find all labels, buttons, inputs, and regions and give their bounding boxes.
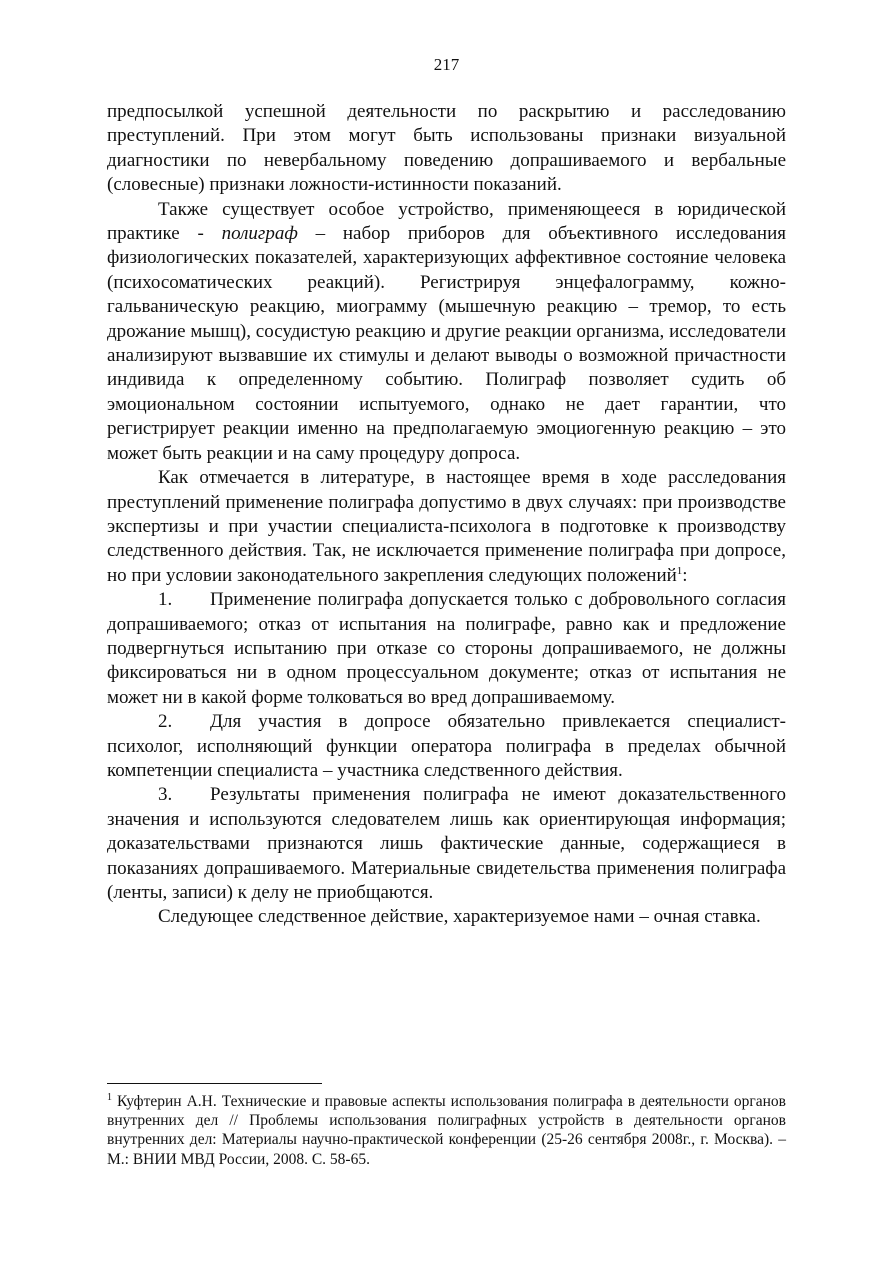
list-item-text: Для участия в допросе обязательно привлекается специалист-психолог, исполняющий функции оператора полиграфа в пределах обычной компетенции специалиста – участника следственного действия. — [107, 711, 786, 781]
list-item-number: 1. — [158, 589, 173, 611]
paragraph-1: предпосылкой успешной деятельности по раскрытию и расследованию преступлений. При этом могут быть использованы признаки визуальной диагностики по невербальному поведению допрашиваемого и вербальные (словесные) признаки ложности-истинности показаний. — [107, 101, 786, 196]
paragraph-2 — [107, 198, 786, 466]
list-item-text: Результаты применения полиграфа не имеют доказательственного значения и используются следователем лишь как ориентирующая информация; доказательствами признаются лишь фактические данные, содержащиеся в показаниях допрашиваемого. Материальные свидетельства применения полиграфа (ленты, записи) к делу не приобщаются. — [107, 784, 786, 903]
paragraph-3-text: Как отмечается в литературе, в настоящее время в ходе расследования преступлений применение полиграфа допустимо в двух случаях: при производстве экспертизы и при участии специалиста-психолога в подготовке к производству следственного действия. Так, не исключается применение полиграфа при допросе, но при условии законодательного закрепления следующих положений — [107, 467, 786, 586]
list-item — [107, 710, 786, 783]
footnote-text: Куфтерин А.Н. Технические и правовые аспекты использования полиграфа в деятельности органов внутренних дел // Проблемы использования полиграфных устройств в деятельности органов внутренних дел: Материалы научно-практической конференции (25-26 сентября 2008г., г. Москва). – М.: ВНИИ МВД России, 2008. С. 58-65. — [107, 1093, 786, 1168]
footnote-marker: 1 — [107, 1092, 112, 1103]
list-item-number: 2. — [158, 711, 173, 733]
paragraph-2-rest: – набор приборов для объективного исследования физиологических показателей, характеризующих аффективное состояние человека (психосоматических реакций). Регистрируя энцефалограмму, кожно-гальваническую реакцию, миограмму (мышечную реакцию – тремор, то есть дрожание мышц), сосудистую реакцию и другие реакции организма, исследователи анализируют вызвавшие их стимулы и делают выводы о возможной причастности индивида к определенному событию. Полиграф позволяет судить об эмоциональном состоянии испытуемого, однако не дает гарантии, что регистрирует реакции именно на предполагаемую эмоциогенную реакцию – это может быть реакции и на саму процедуру допроса. — [107, 223, 786, 464]
paragraph-3 — [107, 466, 786, 588]
paragraph-4: Следующее следственное действие, характеризуемое нами – очная ставка. — [158, 906, 761, 928]
main-text — [107, 100, 786, 930]
page-number: 217 — [433, 55, 460, 74]
list-item-number: 3. — [158, 784, 173, 806]
list-item-text: Применение полиграфа допускается только с добровольного согласия допрашиваемого; отказ от испытания на полиграфе, равно как и предложение подвергнуться испытанию при отказе со стороны допрашиваемого, не должны фиксироваться ни в одном процессуальном документе; отказ от испытания не может ни в какой форме толковаться во вред допрашиваемому. — [107, 589, 786, 708]
list-item — [107, 588, 786, 710]
footnote-reference: 1 — [676, 564, 683, 577]
footnote — [107, 1092, 786, 1169]
polygraph-term: полиграф — [221, 223, 298, 245]
list-item — [107, 783, 786, 905]
footnote-divider — [107, 1083, 322, 1084]
paragraph-3-colon: : — [682, 564, 688, 586]
paragraph-2-intro: Также существует особое устройство, применяющееся в юридической практике - — [107, 198, 786, 245]
